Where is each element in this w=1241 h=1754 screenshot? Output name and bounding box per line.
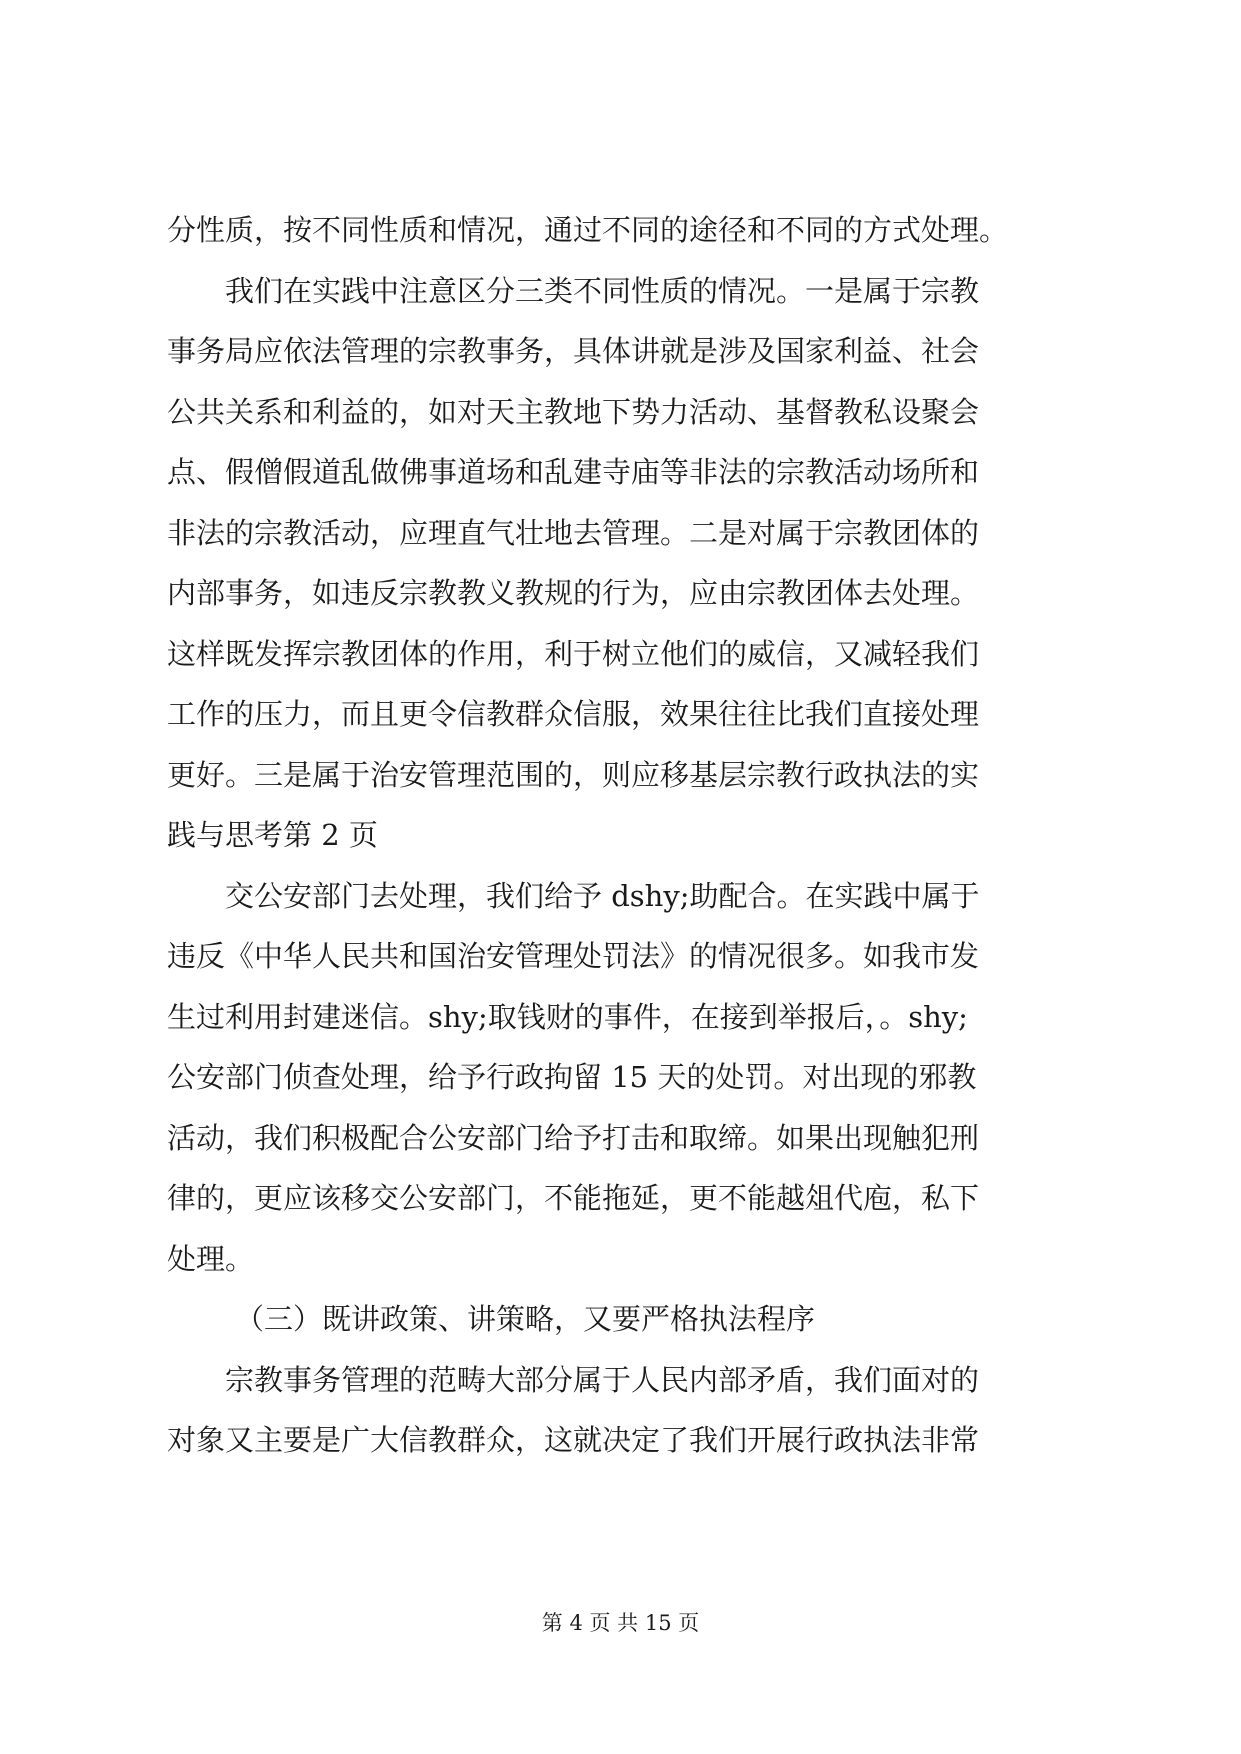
text-line: 生过利用封建迷信。shy;取钱财的事件，在接到举报后，。shy;: [167, 999, 968, 1034]
section-heading: （三）既讲政策、讲策略，又要严格执法程序: [235, 1302, 816, 1336]
page-footer: [0, 1608, 1241, 1638]
text-line: 活动，我们积极配合公安部门给予打击和取缔。如果出现触犯刑: [167, 1120, 980, 1155]
text-line: 公共关系和利益的，如对天主教地下势力活动、基督教私设聚会: [167, 394, 980, 429]
text-line: 践与思考第 2 页: [167, 818, 378, 852]
text-line: 这样既发挥宗教团体的作用，利于树立他们的威信，又减轻我们: [167, 636, 980, 671]
text-line: 内部事务，如违反宗教教义教规的行为，应由宗教团体去处理。: [167, 576, 980, 610]
text-line: 点、假僧假道乱做佛事道场和乱建寺庙等非法的宗教活动场所和: [167, 455, 980, 489]
text-line: 非法的宗教活动，应理直气壮地去管理。二是对属于宗教团体的: [167, 515, 980, 550]
text-line: 对象又主要是广大信教群众，这就决定了我们开展行政执法非常: [167, 1423, 980, 1457]
text-line: 违反《中华人民共和国治安管理处罚法》的情况很多。如我市发: [167, 939, 980, 973]
body-text: [167, 200, 1097, 1471]
text-line: 工作的压力，而且更令信教群众信服，效果往往比我们直接处理: [167, 697, 980, 731]
paragraph-start-line: 交公安部门去处理，我们给予 dshy;助配合。在实践中属于: [225, 878, 980, 913]
text-line: 处理。: [167, 1241, 255, 1276]
text-line: 更好。三是属于治安管理范围的，则应移基层宗教行政执法的实: [167, 757, 980, 792]
text-line: 律的，更应该移交公安部门，不能拖延，更不能越俎代庖，私下: [167, 1181, 980, 1215]
paragraph-start-line: 我们在实践中注意区分三类不同性质的情况。一是属于宗教: [225, 273, 980, 308]
page-number: 第 4 页 共 15 页: [541, 1611, 700, 1635]
text-line: 事务局应依法管理的宗教事务，具体讲就是涉及国家利益、社会: [167, 334, 980, 368]
paragraph-start-line: 宗教事务管理的范畴大部分属于人民内部矛盾，我们面对的: [225, 1362, 980, 1397]
text-line: 公安部门侦查处理，给予行政拘留 15 天的处罚。对出现的邪教: [167, 1060, 977, 1094]
text-line: 分性质，按不同性质和情况，通过不同的途径和不同的方式处理。: [167, 213, 1009, 247]
